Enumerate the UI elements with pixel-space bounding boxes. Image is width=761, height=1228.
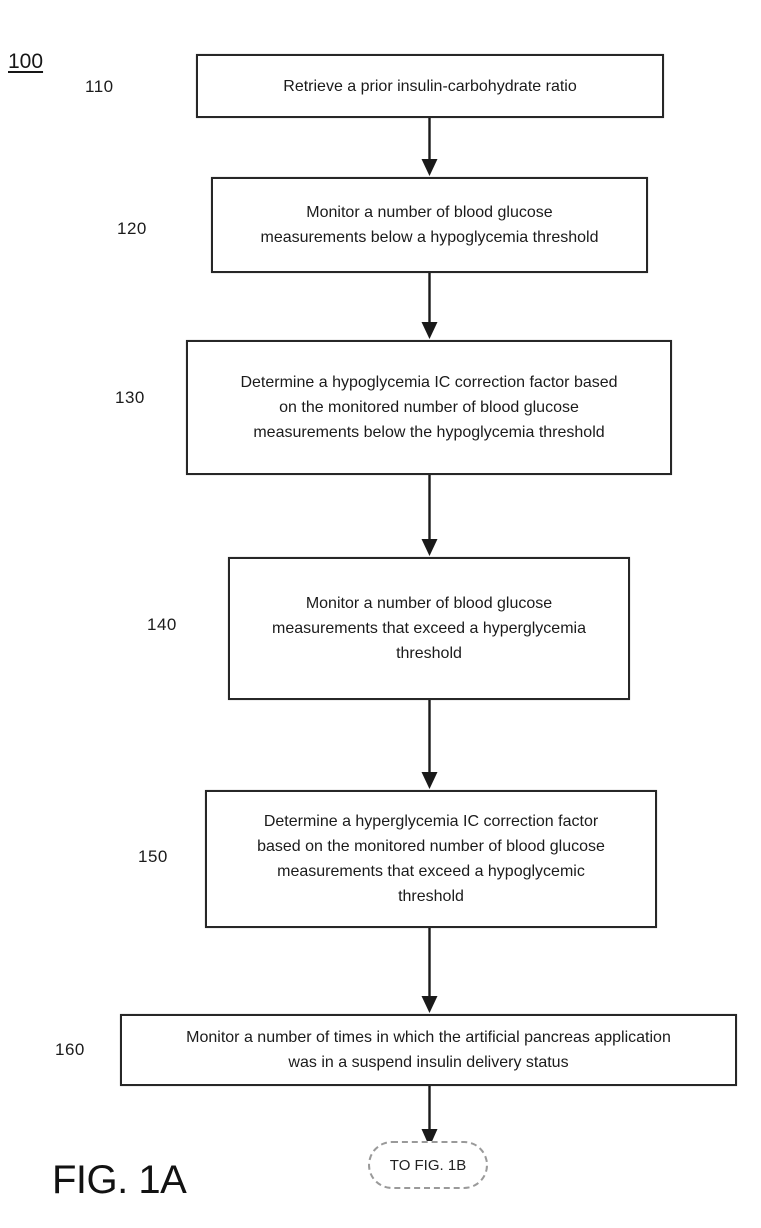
figure-caption: FIG. 1A bbox=[52, 1158, 187, 1202]
arrow-110-to-120 bbox=[422, 118, 438, 176]
step-box-110: Retrieve a prior insulin-carbohydrate ratio bbox=[196, 54, 664, 118]
step-ref-140: 140 bbox=[147, 615, 177, 634]
step-box-150: Determine a hyperglycemia IC correction factor based on the monitored number of blood glucose measurements that exceed a hypoglycemic threshold bbox=[205, 790, 657, 928]
offpage-connector-oval: TO FIG. 1B bbox=[368, 1141, 488, 1189]
step-ref-150: 150 bbox=[138, 847, 168, 866]
step-box-130: Determine a hypoglycemia IC correction factor based on the monitored number of blood glucose measurements below the hypoglycemia threshold bbox=[186, 340, 672, 475]
figure-reference-number: 100 bbox=[8, 50, 44, 73]
arrow-150-to-160 bbox=[422, 928, 438, 1013]
step-ref-110: 110 bbox=[85, 77, 114, 96]
step-ref-130: 130 bbox=[115, 388, 145, 407]
step-box-160: Monitor a number of times in which the artificial pancreas application was in a suspend insulin delivery status bbox=[120, 1014, 737, 1086]
arrow-120-to-130 bbox=[422, 273, 438, 339]
step-ref-160: 160 bbox=[55, 1040, 85, 1059]
step-ref-120: 120 bbox=[117, 219, 147, 238]
arrow-140-to-150 bbox=[422, 700, 438, 789]
step-box-120: Monitor a number of blood glucose measurements below a hypoglycemia threshold bbox=[211, 177, 648, 273]
arrow-160-to-connector bbox=[422, 1086, 438, 1147]
step-box-140: Monitor a number of blood glucose measurements that exceed a hyperglycemia threshold bbox=[228, 557, 630, 700]
arrow-130-to-140 bbox=[422, 475, 438, 556]
